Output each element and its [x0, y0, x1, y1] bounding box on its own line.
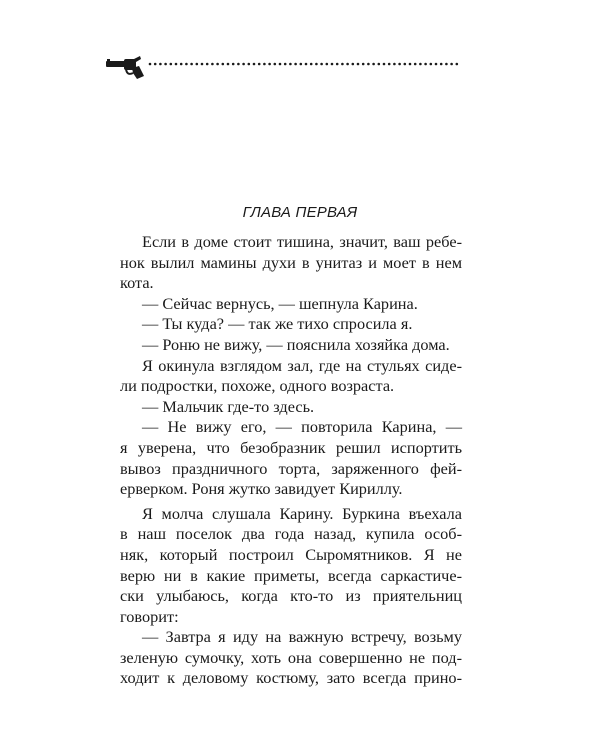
rule-dot — [175, 63, 178, 66]
text-line: ходит к деловому костюму, зато всегда прино- — [120, 668, 462, 688]
rule-dot — [305, 63, 308, 66]
rule-dot — [268, 63, 271, 66]
rule-dot — [357, 63, 360, 66]
text-line: ли подростки, похоже, одного возраста. — [120, 376, 395, 396]
rule-dot — [159, 63, 162, 66]
rule-dot — [289, 63, 292, 66]
text-line: — Ты куда? — так же тихо спросила я. — [142, 314, 413, 334]
text-line: зеленую сумочку, хоть она совершенно не под- — [120, 647, 462, 667]
text-line: — Завтра я иду на важную встречу, возьму — [142, 627, 462, 647]
rule-dot — [372, 63, 375, 66]
rule-dot — [248, 63, 251, 66]
rule-dot — [341, 63, 344, 66]
rule-dot — [445, 63, 448, 66]
rule-dot — [237, 63, 240, 66]
rule-dot — [352, 63, 355, 66]
text-line: верю ни в какие приметы, всегда саркастиче- — [120, 565, 462, 585]
rule-dot — [185, 63, 188, 66]
text-line: вывоз праздничного торта, заряженного фей- — [120, 458, 462, 478]
rule-dot — [154, 63, 157, 66]
rule-dot — [274, 63, 277, 66]
rule-dot — [164, 63, 167, 66]
rule-dot — [263, 63, 266, 66]
rule-dot — [320, 63, 323, 66]
rule-dot — [196, 63, 199, 66]
text-line: — Мальчик где-то здесь. — [142, 396, 315, 416]
rule-dot — [414, 63, 417, 66]
rule-dot — [336, 63, 339, 66]
text-line: — Роню не вижу, — пояснила хозяйка дома. — [142, 334, 450, 354]
text-line: — Сейчас вернусь, — шепнула Карина. — [142, 293, 418, 313]
body-text — [120, 232, 462, 689]
text-line: кота. — [120, 273, 154, 293]
rule-dot — [190, 63, 193, 66]
rule-dot — [398, 63, 401, 66]
rule-dot — [419, 63, 422, 66]
rule-dot — [378, 63, 381, 66]
dotted-rule — [149, 63, 458, 66]
rule-dot — [393, 63, 396, 66]
rule-dot — [435, 63, 438, 66]
rule-dot — [310, 63, 313, 66]
rule-dot — [300, 63, 303, 66]
rule-dot — [440, 63, 443, 66]
rule-dot — [331, 63, 334, 66]
rule-dot — [404, 63, 407, 66]
rule-dot — [326, 63, 329, 66]
text-line: Я молча слушала Карину. Буркина въехала — [142, 503, 462, 523]
rule-dot — [258, 63, 261, 66]
rule-dot — [206, 63, 209, 66]
text-line: няк, который построил Сыромятников. Я не — [120, 544, 462, 564]
rule-dot — [227, 63, 230, 66]
rule-dot — [383, 63, 386, 66]
text-line: я уверена, что безобразник решил испортить — [120, 437, 462, 457]
revolver-icon — [106, 56, 144, 79]
rule-dot — [279, 63, 282, 66]
rule-dot — [201, 63, 204, 66]
rule-dot — [284, 63, 287, 66]
text-line: ски улыбаюсь, когда кто-то из приятельниц — [120, 586, 462, 606]
rule-dot — [180, 63, 183, 66]
text-line: говорит: — [120, 606, 179, 626]
rule-dot — [315, 63, 318, 66]
text-line: Я окинула взглядом зал, где на стульях сиде- — [142, 355, 462, 375]
rule-dot — [430, 63, 433, 66]
rule-dot — [367, 63, 370, 66]
rule-dot — [456, 63, 459, 66]
rule-dot — [216, 63, 219, 66]
rule-dot — [242, 63, 245, 66]
rule-dot — [222, 63, 225, 66]
chapter-title: ГЛАВА ПЕРВАЯ — [242, 204, 358, 221]
rule-dot — [388, 63, 391, 66]
rule-dot — [170, 63, 173, 66]
rule-dot — [232, 63, 235, 66]
rule-dot — [149, 63, 152, 66]
rule-dot — [294, 63, 297, 66]
rule-dot — [409, 63, 412, 66]
rule-dot — [450, 63, 453, 66]
rule-dot — [362, 63, 365, 66]
text-line: — Не вижу его, — повторила Карина, — — [142, 417, 462, 437]
header-ornament-graphic — [106, 56, 462, 80]
rule-dot — [211, 63, 214, 66]
header-ornament — [106, 56, 462, 80]
rule-dot — [346, 63, 349, 66]
text-line: нок вылил мамины духи в унитаз и моет в нем — [120, 252, 462, 272]
text-line: в наш поселок два года назад, купила особ- — [120, 524, 462, 544]
text-line: Если в доме стоит тишина, значит, ваш ребе- — [142, 232, 462, 251]
text-line: ерверком. Роня жутко завидует Кириллу. — [120, 479, 403, 499]
rule-dot — [424, 63, 427, 66]
rule-dot — [253, 63, 256, 66]
